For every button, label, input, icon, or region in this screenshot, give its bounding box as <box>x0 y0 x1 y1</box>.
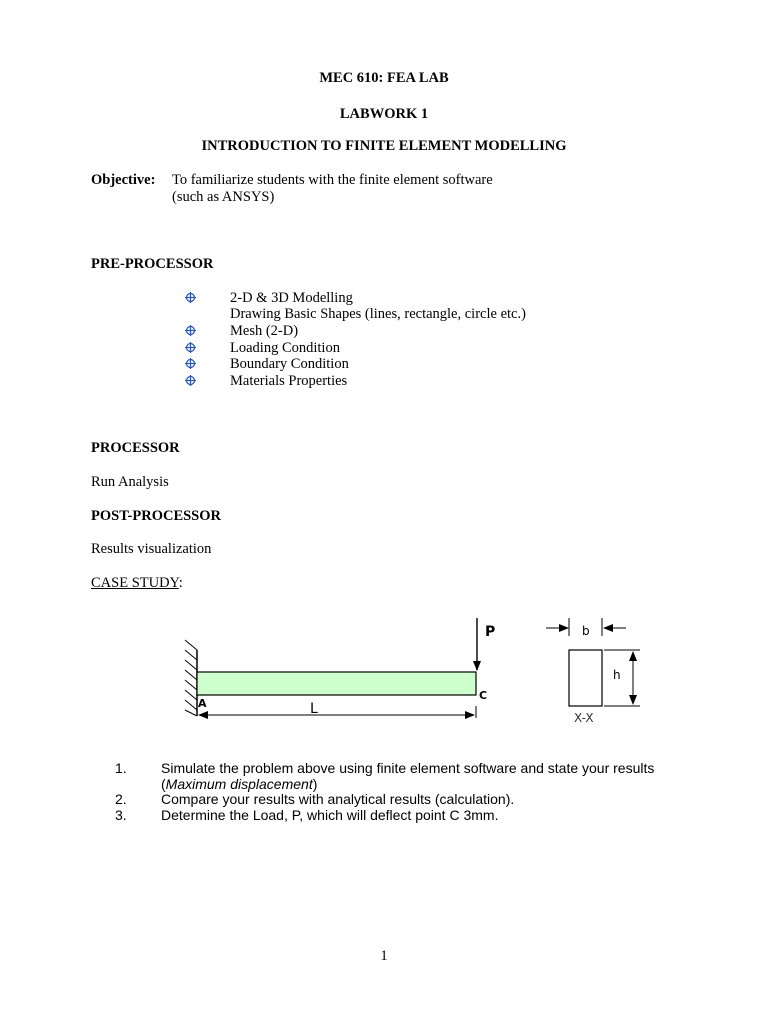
task-number: 3. <box>115 807 127 823</box>
post-processor-heading: POST-PROCESSOR <box>91 508 221 524</box>
list-item-subtext: Drawing Basic Shapes (lines, rectangle, circle etc.) <box>230 306 526 322</box>
crosshair-bullet-icon <box>185 375 196 386</box>
task-text: Compare your results with analytical results (calculation). <box>161 791 515 807</box>
list-item-text: Boundary Condition <box>230 356 349 372</box>
list-item-text: 2-D & 3D Modelling <box>230 290 353 306</box>
crosshair-bullet-icon <box>185 358 196 369</box>
post-processor-text: Results visualization <box>91 541 212 557</box>
paren-close: ) <box>312 776 318 792</box>
course-title: MEC 610: FEA LAB <box>319 70 449 86</box>
list-item-text: Loading Condition <box>230 340 340 356</box>
width-label: b <box>582 624 590 638</box>
page-title: INTRODUCTION TO FINITE ELEMENT MODELLING <box>201 138 567 154</box>
pre-processor-heading: PRE-PROCESSOR <box>91 256 214 272</box>
processor-heading: PROCESSOR <box>91 440 180 456</box>
task-emphasis: Maximum displacement <box>165 776 313 792</box>
objective-text-line2: (such as ANSYS) <box>172 189 275 205</box>
fixed-support <box>185 640 197 716</box>
labwork-title: LABWORK 1 <box>339 106 429 122</box>
section-rectangle <box>569 650 602 706</box>
task-text: Simulate the problem above using finite element software and state your results <box>161 760 655 776</box>
case-study-heading <box>91 575 183 592</box>
load-label: P <box>485 624 496 640</box>
case-study-heading-text: CASE STUDY <box>91 575 179 591</box>
list-item-text: Mesh (2-D) <box>230 323 299 339</box>
height-label: h <box>613 668 621 682</box>
case-study-colon: : <box>178 575 183 591</box>
crosshair-bullet-icon <box>185 342 196 353</box>
objective-label: Objective: <box>91 172 156 188</box>
task-number: 2. <box>115 791 127 807</box>
point-c-label: C <box>479 689 488 702</box>
cross-section <box>546 618 640 725</box>
length-label: L <box>310 701 318 717</box>
cantilever-beam-diagram <box>170 610 640 730</box>
task-text: Determine the Load, P, which will deflect point C 3mm. <box>161 807 499 823</box>
task-text-continuation <box>161 776 317 792</box>
beam <box>197 672 476 695</box>
task-number: 1. <box>115 760 127 776</box>
objective-text-line1: To familiarize students with the finite element software <box>172 172 493 188</box>
processor-text: Run Analysis <box>91 474 169 490</box>
crosshair-bullet-icon <box>185 292 196 303</box>
crosshair-bullet-icon <box>185 325 196 336</box>
section-label: X-X <box>574 711 594 725</box>
point-a-label: A <box>198 697 207 710</box>
list-item-text: Materials Properties <box>230 373 348 389</box>
page-number: 1 <box>380 948 388 964</box>
paren-open: ( <box>161 776 166 792</box>
